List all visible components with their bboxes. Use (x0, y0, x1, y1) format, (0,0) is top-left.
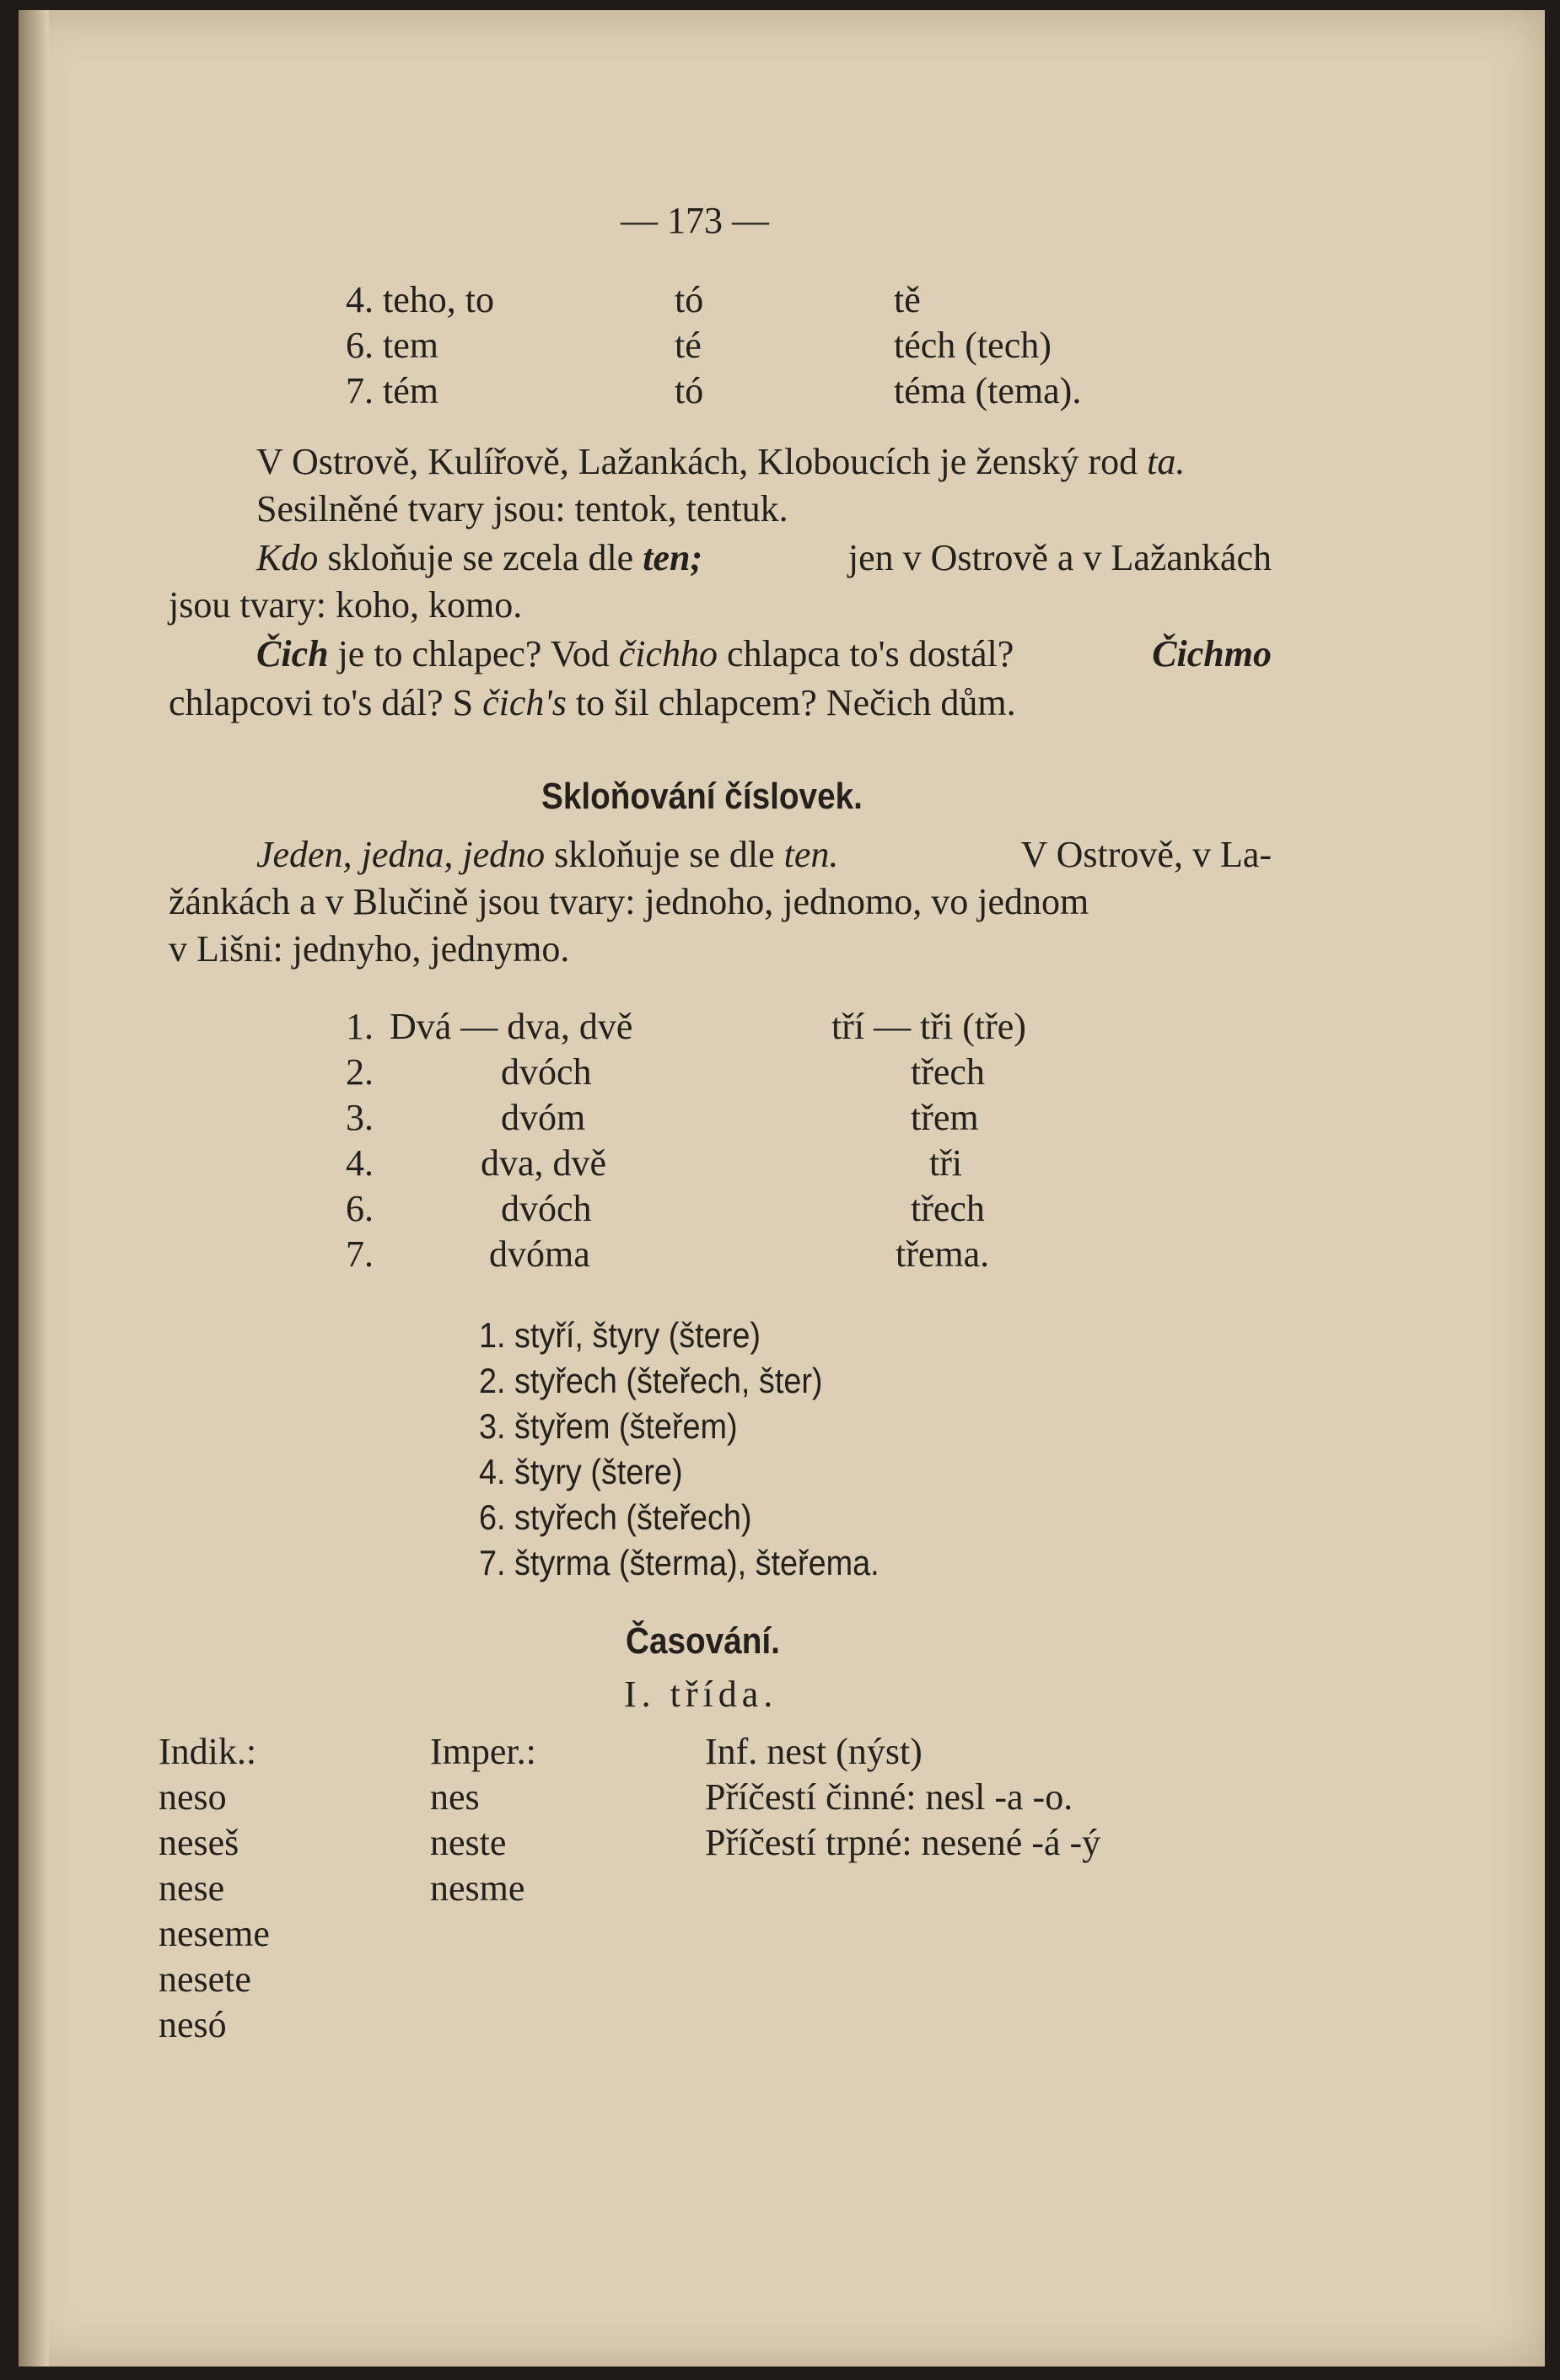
jeden-start (256, 833, 838, 877)
indik-form: nese (159, 1867, 225, 1909)
form: štyrma (šterma), šteřema. (514, 1543, 880, 1582)
indik-form: nesó (159, 2004, 227, 2045)
italic-word: Jeden, jedna, jedno (256, 834, 546, 875)
indik-form: neseš (159, 1822, 239, 1863)
paragraph-text: V Ostrově, Kulířově, Lažankách, Kloboucích je ženský rod (256, 441, 1138, 482)
tri-form: tří — tři (tře) (831, 1006, 1026, 1047)
book-page (19, 10, 1545, 2367)
dva-form: dvóma (489, 1233, 590, 1275)
text: chlapcovi to's dál? S (169, 682, 474, 723)
case-number: 7. (346, 1233, 374, 1275)
form-plural: tě (894, 279, 921, 320)
case-number: 6. (479, 1497, 506, 1537)
paragraph-italic: ta. (1147, 441, 1186, 482)
form-plural: téch (tech) (894, 325, 1052, 366)
form-masc: tem (383, 325, 438, 366)
paragraph-kdo-line1 (256, 536, 1272, 580)
form: štyřem (šteřem) (514, 1406, 738, 1446)
form: styří, štyry (štere) (514, 1315, 761, 1355)
imper-form: nesme (430, 1867, 525, 1909)
form-neut: té (675, 325, 702, 366)
table-row (346, 369, 438, 413)
form-masc: tém (383, 370, 438, 411)
table-row (479, 1497, 752, 1538)
form-plural: téma (tema). (894, 370, 1082, 411)
text: jen v Ostrově a v Lažankách (847, 537, 1272, 578)
tri-form: tři (929, 1142, 963, 1184)
italic-word: ten. (783, 834, 839, 875)
dva-form: dvóch (501, 1188, 592, 1229)
case-number: 4. (479, 1452, 506, 1491)
form: štyry (štere) (514, 1452, 683, 1491)
page-number: — 173 — (621, 200, 769, 241)
paragraph-jeden-line3: v Lišni: jednyho, jednymo. (169, 928, 570, 970)
italic-word: čich's (482, 682, 567, 723)
case-number: 4. (346, 1142, 374, 1184)
heading-casovani: Časování. (626, 1620, 780, 1662)
imper-form: nes (430, 1776, 480, 1818)
paragraph-jeden-line2: žánkách a v Blučině jsou tvary: jednoho, jednomo, vo jednom (169, 881, 1089, 922)
italic-word: Kdo (256, 537, 319, 578)
indik-label: Indik.: (159, 1731, 257, 1772)
text: je to chlapec? Vod (337, 633, 610, 674)
tri-form: třem (911, 1097, 979, 1138)
case-number: 3. (479, 1406, 506, 1446)
table-row (479, 1315, 761, 1356)
case-number: 2. (479, 1361, 506, 1400)
table-row (479, 1543, 880, 1583)
case-number: 3. (346, 1097, 374, 1138)
case-number: 6. (346, 1188, 374, 1229)
infinitive-line: Inf. nest (nýst) (705, 1731, 923, 1772)
case-number: 1. (346, 1006, 374, 1047)
dva-form: dvóch (501, 1051, 592, 1093)
dva-form: Dvá — dva, dvě (390, 1006, 633, 1047)
page-gutter (19, 10, 49, 2367)
heading-cislovky: Skloňování číslovek. (541, 776, 863, 817)
paragraph-zensky-rod (256, 440, 1185, 484)
form: styřech (šteřech) (514, 1497, 752, 1537)
infinitive-line: Příčestí trpné: nesené -á -ý (705, 1822, 1101, 1863)
table-row (479, 1452, 683, 1492)
trida-heading: I. třída. (624, 1674, 778, 1715)
indik-form: neso (159, 1776, 227, 1818)
tri-form: třech (911, 1188, 985, 1229)
case-number: 7. (479, 1543, 506, 1582)
text: skloňuje se zcela dle (327, 537, 634, 578)
table-row (479, 1361, 823, 1401)
paragraph-sesilnene: Sesilněné tvary jsou: tentok, tentuk. (256, 488, 788, 529)
italic-word: Čich (256, 633, 329, 674)
case-number: 6. (346, 325, 374, 366)
table-row (479, 1406, 738, 1447)
dva-form: dva, dvě (481, 1142, 607, 1184)
cich-start (256, 632, 1014, 676)
tri-form: třech (911, 1051, 985, 1093)
indik-form: neseme (159, 1913, 270, 1954)
paragraph-jeden-line1 (256, 833, 1272, 877)
italic-word: Čichmo (1152, 633, 1272, 674)
form-masc: teho, to (383, 279, 494, 320)
case-number: 7. (346, 370, 374, 411)
italic-word: čichho (618, 633, 718, 674)
case-number: 2. (346, 1051, 374, 1093)
case-number: 1. (479, 1315, 506, 1355)
tri-form: třema. (896, 1233, 990, 1275)
dva-form: dvóm (501, 1097, 586, 1138)
italic-word: ten; (643, 537, 703, 578)
paragraph-kdo-line2: jsou tvary: koho, komo. (169, 584, 523, 626)
table-row (346, 278, 494, 322)
form-neut: tó (675, 370, 704, 411)
paragraph-cich-line1 (256, 632, 1272, 676)
form-neut: tó (675, 279, 704, 320)
text: to šil chlapcem? Nečich dům. (575, 682, 1016, 723)
imper-form: neste (430, 1822, 507, 1863)
paragraph-cich-line2 (169, 681, 1016, 725)
indik-form: nesete (159, 1958, 251, 2000)
infinitive-line: Příčestí činné: nesl -a -o. (705, 1776, 1073, 1818)
imper-label: Imper.: (430, 1731, 536, 1772)
table-row (346, 324, 438, 368)
kdo-start (256, 536, 702, 580)
case-number: 4. (346, 279, 374, 320)
text: skloňuje se dle (554, 834, 775, 875)
form: styřech (šteřech, šter) (514, 1361, 823, 1400)
text: V Ostrově, v La- (1020, 834, 1272, 875)
text: chlapca to's dostál? (727, 633, 1014, 674)
